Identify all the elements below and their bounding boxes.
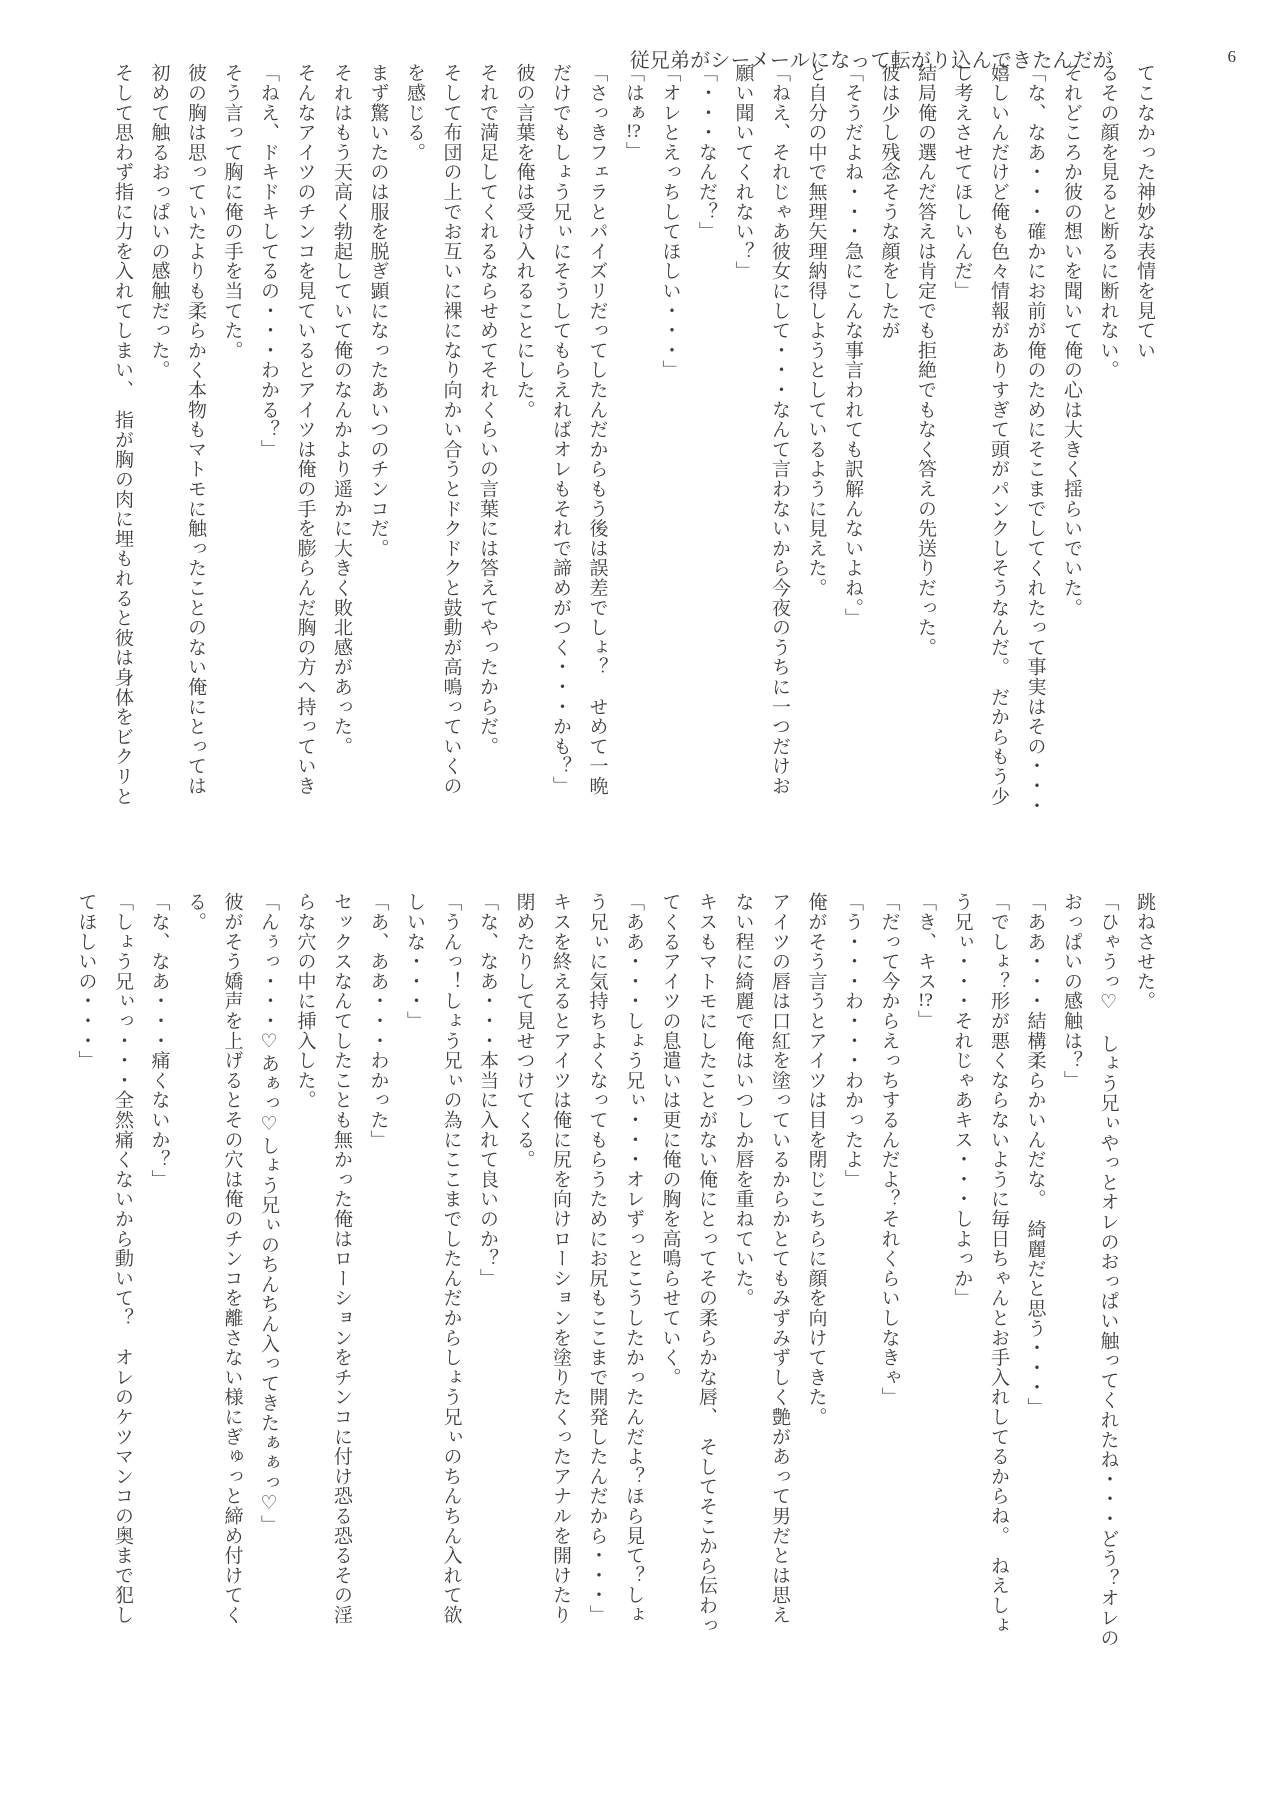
text-line: 彼の胸は思っていたよりも柔らかく本物もマトモに触ったことのない俺にとっては: [185, 63, 206, 796]
text-line: 「・・・なんだ？」: [696, 63, 717, 242]
text-line: それどころか彼の想いを聞いて俺の心は大きく揺らいでいた。: [1061, 63, 1082, 618]
text-line: 俺がそう言うとアイツは目を閉じこちらに顔を向けてきた。: [805, 892, 827, 1427]
text-line: 「な、なあ・・・確かにお前が俺のためにそこまでしてくれたって事実はその・・・: [1024, 63, 1046, 816]
text-line: 「そうだよね・・・急にこんな事言われても訳解んないよね。」: [842, 63, 863, 628]
text-line: う兄ぃ・・・それじゃあキス・・・しよっか」: [951, 892, 973, 1308]
text-line: しいな・・・」: [404, 892, 425, 1031]
tate-chu-yoko: !?: [918, 991, 933, 1010]
text-line: 「オレとえっちしてほしい・・・」: [659, 63, 681, 380]
text-line: る。: [185, 892, 206, 932]
text-line: キスを終えるとアイツは俺に尻を向けローションを塗りたくったアナルを開けたり: [550, 892, 571, 1625]
text-line: そう言って胸に俺の手を当てた。: [221, 63, 243, 360]
text-line: と自分の中で無理矢理納得しようとしているように見えた。: [805, 63, 827, 598]
text-line: 「でしょ？形が悪くならないように毎日ちゃんとお手入れしてるからね。 ねえしょ: [988, 892, 1009, 1635]
text-line: てこなかった神妙な表情を見てい: [1134, 63, 1155, 360]
text-line: それで満足してくれるならせめてそれくらいの言葉には答えてやったからだ。: [477, 63, 498, 756]
text-line: 嬉しいんだけど俺も色々情報がありすぎて頭がパンクしそうなんだ。 だからもう少: [988, 63, 1009, 806]
page-number: 6: [1227, 47, 1236, 66]
text-line: 「あ、ああ・・・わかった」: [367, 892, 389, 1150]
text-line: まず驚いたのは服を脱ぎ顕になったあいつのチンコだ。: [367, 63, 389, 558]
text-line: 「だって今からえっちするんだよ？それくらいしなきゃ」: [878, 892, 900, 1407]
text-line: 跳ねさせた。: [1134, 892, 1155, 1011]
page-header: [0, 0, 1280, 70]
text-line: てほしいの・・・」: [75, 892, 97, 1071]
text-line: う兄ぃに気持ちよくなってもらうためにお尻もここまで開発したんだから・・・」: [586, 892, 608, 1625]
text-block-bottom: [67, 892, 1162, 1696]
text-line: だけでもしょう兄ぃにそうしてもらえればオレもそれで諦めがつく・・・かも？」: [550, 63, 571, 796]
text-line: 「ひゃうっ♡ しょう兄ぃやっとオレのおっぱい触ってくれたね・・・どう？オレの: [1097, 892, 1119, 1648]
text-line: 「ねえ、それじゃあ彼女にして・・・なんて言わないから今夜のうちに一つだけお: [769, 63, 790, 796]
text-line: 閉めたりして見せつけてくる。: [513, 892, 535, 1170]
text-line: キスもマトモにしたことがない俺にとってその柔らかな唇、 そしてそこから伝わっ: [696, 892, 717, 1635]
text-block-top: [104, 63, 1163, 857]
text-line: 「う・・・わ・・・わかったよ」: [842, 892, 863, 1189]
text-line: アイツの唇は口紅を塗っているからかとてもみずみずしく艶があって男だとは思え: [769, 892, 790, 1625]
text-line: らな穴の中に挿入した。: [294, 892, 316, 1110]
text-line: 「き、キス!?」: [915, 892, 936, 1030]
text-line: それはもう天高く勃起していて俺のなんかより遥かに大きく敗北感があった。: [331, 63, 352, 756]
text-line: 結局俺の選んだ答えは肯定でも拒絶でもなく答えの先送りだった。: [915, 63, 936, 657]
text-line: 「しょう兄ぃっ・・・全然痛くないから動いて？ オレのケツマンコの奥まで犯し: [112, 892, 133, 1625]
running-title: 従兄弟がシーメールになって転がり込んできたんだが: [629, 50, 1113, 72]
text-line: 「はぁ!?」: [623, 63, 644, 162]
text-line: 願い聞いてくれない？」: [732, 63, 754, 281]
text-line: 「ああ・・・しょう兄ぃ・・・オレずっとこうしたかったんだよ？ほら見て？しょ: [623, 892, 644, 1625]
text-line: 「な、なあ・・・本当に入れて良いのか？」: [477, 892, 498, 1288]
text-line: そんなアイツのチンコを見ているとアイツは俺の手を膨らんだ胸の方へ持っていき: [294, 63, 316, 796]
text-line: 初めて触るおっぱいの感触だった。: [148, 63, 170, 380]
text-line: るその顔を見ると断るに断れない。: [1097, 63, 1119, 380]
text-line: 「さっきフェラとパイズリだってしたんだからもう後は誤差でしょ？ せめて一晩: [586, 63, 608, 796]
text-line: を感じる。: [404, 63, 425, 162]
text-line: ない程に綺麗で俺はいつしか唇を重ねていた。: [732, 892, 754, 1308]
text-line: 彼は少し残念そうな顔をしたが: [878, 63, 900, 341]
text-line: し考えさせてほしいんだ」: [951, 63, 973, 301]
text-line: 彼の言葉を俺は受け入れることにした。: [513, 63, 535, 420]
text-line: 「ああ・・・結構柔らかいんだな。 綺麗だと思う・・・」: [1024, 892, 1046, 1418]
text-line: おっぱいの感触は？」: [1061, 892, 1082, 1090]
text-line: 「な、なあ・・・痛くないか？」: [148, 892, 170, 1189]
text-line: そして思わず指に力を入れてしまい、 指が胸の肉に埋もれると彼は身体をビクリと: [112, 63, 133, 806]
text-line: 「ねえ、ドキドキしてるの・・・わかる？」: [258, 63, 279, 459]
text-line: 「んぅっ・・・♡あぁっ♡しょう兄ぃのちんちん入ってきたぁぁっ♡」: [258, 892, 279, 1535]
text-line: そして布団の上でお互いに裸になり向かい合うとドクドクと鼓動が高鳴っていくの: [440, 63, 462, 796]
text-line: セックスなんてしたことも無かった俺はローションをチンコに付け恐る恐るその淫: [331, 892, 352, 1625]
text-line: 彼がそう嬌声を上げるとその穴は俺のチンコを離さない様にぎゅっと締め付けてく: [221, 892, 243, 1625]
text-line: 「うんっ！しょう兄ぃの為にここまでしたんだからしょう兄ぃのちんちん入れて欲: [440, 892, 462, 1625]
text-line: てくるアイツの息遣いは更に俺の胸を高鳴らせていく。: [659, 892, 681, 1387]
tate-chu-yoko: !?: [626, 122, 641, 142]
